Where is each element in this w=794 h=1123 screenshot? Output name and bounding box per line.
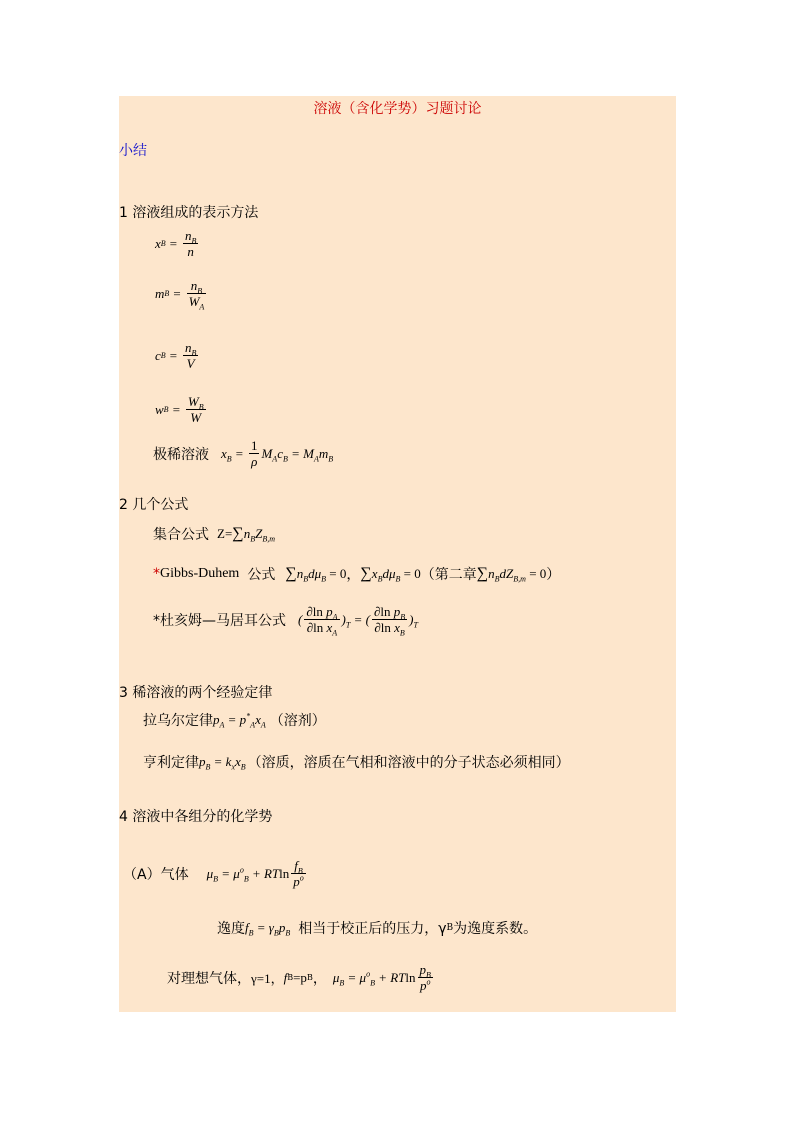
gibbs-label: 公式: [247, 567, 276, 583]
formula-duhem-margules: *杜亥姆—马居耳公式 ( $\frac{\partial\ln p_A}{\partial\ln x_A}$ )$_T$ = ( $\frac{\partial\ln p_B}{\partial\ln x_B}$ )$_T$: [153, 604, 418, 638]
fugacity-note-2: 为逸度系数。: [453, 921, 538, 937]
gibbs-eq-1: = 0: [329, 566, 347, 581]
ideal-feq: =p: [293, 969, 307, 985]
formula-mass-fraction: w B = $\frac{W_B}{W}$: [155, 394, 204, 425]
fugacity-note: 相当于校正后的压力，γ: [298, 921, 447, 937]
formula-concentration: c B = $\frac{n_B}{V}$: [155, 340, 197, 371]
formula-ideal-gas: 对理想气体， γ=1， f B =p B ， $\mu_B = \mu^o_B + RTln$ $\frac{p_B}{p^o}$: [167, 962, 431, 993]
henry-note: （溶质，溶质在气相和溶液中的分子状态必须相同）: [247, 755, 570, 771]
formula-gas-potential: （A）气体 $\mu_B = \mu^o_B + RTln$ $\frac{f_B}{p^o}$: [123, 858, 304, 889]
ideal-f: f: [283, 969, 288, 985]
formula-mole-fraction: x B = $\frac{n_B}{n}$: [155, 228, 197, 259]
formula-fugacity: 逸度 $f_B = \gamma_Bp_B$ 相当于校正后的压力，γ B 为逸度系数。: [217, 920, 538, 938]
section-1-heading: 1 溶液组成的表示方法: [119, 205, 259, 221]
summary-heading: 小结: [119, 143, 147, 159]
collective-z: Z=: [217, 526, 233, 541]
formula-collective: 集合公式 Z= $\sum n_BZ_{B,m}$: [153, 525, 275, 544]
gibbs-sep: ，: [346, 567, 361, 583]
dilute-label: 极稀溶液: [153, 446, 209, 463]
gibbs-eq-3: = 0: [529, 566, 547, 581]
chapter-open: （第二章: [420, 567, 477, 583]
page-title: 溶液（含化学势）习题讨论: [313, 101, 482, 117]
ideal-label: 对理想气体，: [167, 970, 251, 987]
formula-dilute-solution: 极稀溶液 $x_B$ = $\frac{1}{\rho}$ $M_Ac_B = M_Am_B$: [153, 438, 334, 469]
gibbs-eq-2: = 0: [403, 566, 421, 581]
section-3-heading: 3 稀溶液的两个经验定律: [119, 685, 273, 701]
collective-label: 集合公式: [153, 527, 209, 543]
section-2-heading: 2 几个公式: [119, 497, 189, 513]
duhem-label: *杜亥姆—马居耳公式: [153, 612, 286, 629]
formula-gibbs-duhem: * Gibbs-Duhem 公式 $\sum n_Bd\mu_B$ = 0 ， $\sum x_Bd\mu_B$ = 0 （第二章 $\sum n_BdZ_{B,m}$ = 0 ）: [153, 565, 561, 584]
formula-molality: m B = $\frac{n_B}{W_A}$: [155, 278, 205, 312]
gibbs-star: *: [153, 566, 160, 582]
gas-label: （A）气体: [123, 866, 189, 883]
chapter-close: ）: [546, 567, 561, 583]
ideal-gamma: γ=1，: [251, 971, 284, 986]
fugacity-label: 逸度: [217, 921, 245, 937]
ideal-comma: ，: [312, 970, 327, 987]
formula-henry: 亨利定律 $p_B = k_xx_B$ （溶质，溶质在气相和溶液中的分子状态必须相同）: [143, 754, 570, 772]
section-4-heading: 4 溶液中各组分的化学势: [119, 809, 273, 825]
raoult-note: （溶剂）: [269, 713, 326, 729]
gibbs-name: Gibbs-Duhem: [160, 566, 240, 581]
raoult-label: 拉乌尔定律: [143, 713, 213, 729]
henry-label: 亨利定律: [143, 755, 199, 771]
document-page: [119, 96, 676, 1012]
formula-raoult: 拉乌尔定律 $p_A = p^*_Ax_A$ （溶剂）: [143, 711, 326, 730]
